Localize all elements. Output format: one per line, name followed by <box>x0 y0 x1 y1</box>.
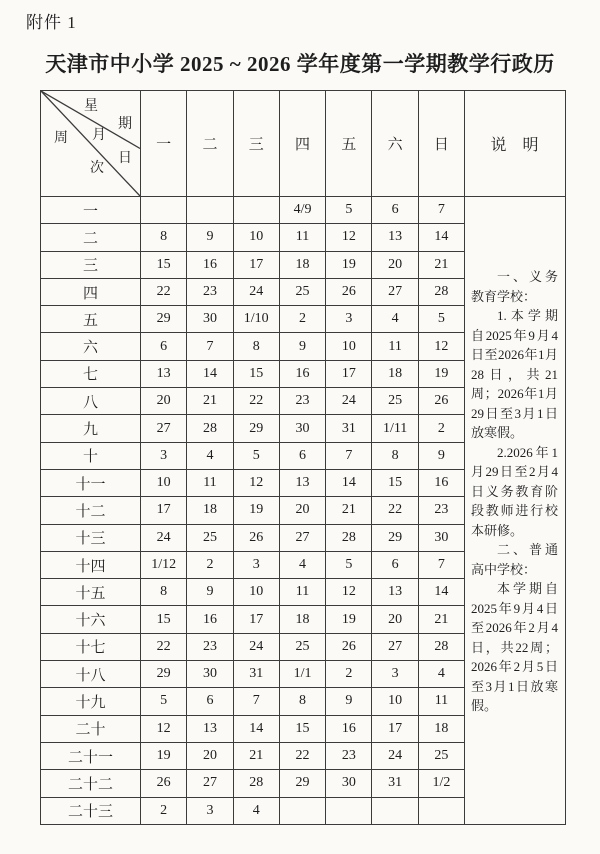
date-cell: 4 <box>418 661 464 688</box>
date-cell: 3 <box>326 306 372 333</box>
corner-weeknum-label-char: 周 <box>54 131 68 146</box>
table-row <box>41 306 465 333</box>
date-cell: 3 <box>233 551 279 578</box>
table-row <box>41 224 465 251</box>
date-cell: 21 <box>187 388 233 415</box>
week-number-cell: 八 <box>41 388 141 415</box>
date-cell: 21 <box>326 497 372 524</box>
date-cell: 11 <box>279 224 325 251</box>
date-cell: 30 <box>187 661 233 688</box>
date-cell: 13 <box>141 360 187 387</box>
date-cell: 7 <box>326 442 372 469</box>
date-cell: 19 <box>418 360 464 387</box>
date-cell: 17 <box>233 606 279 633</box>
date-cell: 27 <box>279 524 325 551</box>
week-number-cell: 十三 <box>41 524 141 551</box>
date-cell: 9 <box>279 333 325 360</box>
week-number-cell: 十五 <box>41 579 141 606</box>
notes-header: 说 明 <box>464 91 565 197</box>
week-number-cell: 二十二 <box>41 770 141 797</box>
notes-paragraph: 本学期自2025年9月4日至2026年2月4日，共22周；2026年2月5日至3月1日放寒假。 <box>471 581 558 713</box>
date-cell: 4 <box>187 442 233 469</box>
week-number-cell: 十 <box>41 442 141 469</box>
notes-column <box>464 90 566 825</box>
date-cell: 30 <box>326 770 372 797</box>
date-cell: 5 <box>418 306 464 333</box>
table-row <box>41 688 465 715</box>
date-cell: 7 <box>187 333 233 360</box>
date-cell: 31 <box>326 415 372 442</box>
date-cell: 6 <box>372 197 418 224</box>
table-row <box>41 333 465 360</box>
week-number-cell: 二十一 <box>41 742 141 769</box>
date-cell <box>418 797 464 824</box>
date-cell: 25 <box>187 524 233 551</box>
date-cell: 9 <box>326 688 372 715</box>
header-row <box>41 91 465 197</box>
week-number-cell: 十一 <box>41 469 141 496</box>
date-cell: 29 <box>279 770 325 797</box>
week-number-cell: 七 <box>41 360 141 387</box>
date-cell: 24 <box>233 278 279 305</box>
date-cell: 26 <box>326 278 372 305</box>
date-cell: 13 <box>372 579 418 606</box>
date-cell: 9 <box>418 442 464 469</box>
date-cell: 31 <box>233 661 279 688</box>
corner-date-label-char: 日 <box>118 151 132 166</box>
table-row <box>41 633 465 660</box>
week-number-cell: 四 <box>41 278 141 305</box>
date-cell: 22 <box>141 278 187 305</box>
date-cell: 6 <box>279 442 325 469</box>
date-cell: 2 <box>141 797 187 824</box>
date-cell: 28 <box>326 524 372 551</box>
date-cell: 19 <box>141 742 187 769</box>
day-of-week-header: 一 <box>141 91 187 197</box>
date-cell: 27 <box>372 278 418 305</box>
date-cell: 23 <box>279 388 325 415</box>
date-cell: 15 <box>141 606 187 633</box>
date-cell: 20 <box>372 606 418 633</box>
date-cell: 24 <box>372 742 418 769</box>
corner-weeknum-label-char: 次 <box>90 161 104 176</box>
date-cell: 15 <box>372 469 418 496</box>
date-cell: 5 <box>233 442 279 469</box>
date-cell: 15 <box>141 251 187 278</box>
date-cell <box>372 797 418 824</box>
table-row <box>41 606 465 633</box>
week-number-cell: 五 <box>41 306 141 333</box>
date-cell: 16 <box>326 715 372 742</box>
date-cell: 21 <box>418 251 464 278</box>
date-cell: 3 <box>141 442 187 469</box>
week-number-cell: 十六 <box>41 606 141 633</box>
table-row <box>41 524 465 551</box>
day-of-week-header: 二 <box>187 91 233 197</box>
date-cell: 26 <box>326 633 372 660</box>
date-cell: 10 <box>326 333 372 360</box>
date-cell: 31 <box>372 770 418 797</box>
calendar-body <box>41 197 465 825</box>
day-of-week-header: 三 <box>233 91 279 197</box>
date-cell: 1/10 <box>233 306 279 333</box>
table-row <box>41 278 465 305</box>
date-cell: 21 <box>418 606 464 633</box>
table-row <box>41 797 465 824</box>
date-cell: 27 <box>141 415 187 442</box>
date-cell: 30 <box>279 415 325 442</box>
date-cell <box>141 197 187 224</box>
date-cell: 24 <box>326 388 372 415</box>
notes-paragraph: 二、普通高中学校： <box>471 542 558 577</box>
date-cell: 14 <box>418 579 464 606</box>
notes-body <box>464 197 565 716</box>
date-cell: 25 <box>279 633 325 660</box>
corner-date-label-char: 月 <box>92 128 106 143</box>
date-cell: 20 <box>372 251 418 278</box>
date-cell: 14 <box>187 360 233 387</box>
date-cell: 4 <box>372 306 418 333</box>
notes-paragraph: 1.本学期自2025年9月4日至2026年1月28日，共21周；2026年1月29日至3月1日放寒假。 <box>471 308 558 440</box>
date-cell: 25 <box>418 742 464 769</box>
date-cell: 23 <box>187 278 233 305</box>
week-number-cell: 十四 <box>41 551 141 578</box>
notes-paragraph: 一、义务教育学校： <box>471 269 558 304</box>
notes-paragraph: 2.2026年1月29日至2月4日义务教育阶段教师进行校本研修。 <box>471 444 558 538</box>
page-title: 天津市中小学 2025 ~ 2026 学年度第一学期教学行政历 <box>45 52 555 76</box>
date-cell: 22 <box>279 742 325 769</box>
date-cell: 10 <box>233 224 279 251</box>
date-cell: 3 <box>372 661 418 688</box>
date-cell: 19 <box>326 251 372 278</box>
date-cell: 24 <box>141 524 187 551</box>
date-cell: 19 <box>233 497 279 524</box>
corner-cell <box>41 91 141 197</box>
date-cell: 20 <box>141 388 187 415</box>
date-cell: 15 <box>279 715 325 742</box>
date-cell: 7 <box>233 688 279 715</box>
date-cell: 27 <box>187 770 233 797</box>
date-cell: 12 <box>326 224 372 251</box>
date-cell: 30 <box>418 524 464 551</box>
calendar-table-wrap <box>40 90 566 825</box>
date-cell: 9 <box>187 579 233 606</box>
date-cell: 14 <box>233 715 279 742</box>
date-cell: 11 <box>279 579 325 606</box>
date-cell: 12 <box>418 333 464 360</box>
date-cell: 16 <box>187 251 233 278</box>
date-cell: 24 <box>233 633 279 660</box>
week-number-cell: 一 <box>41 197 141 224</box>
date-cell: 28 <box>233 770 279 797</box>
corner-weekday-label-char: 期 <box>118 117 132 132</box>
week-number-cell: 十七 <box>41 633 141 660</box>
table-row <box>41 579 465 606</box>
day-of-week-header: 四 <box>279 91 325 197</box>
date-cell: 29 <box>372 524 418 551</box>
date-cell: 26 <box>141 770 187 797</box>
week-number-cell: 十八 <box>41 661 141 688</box>
date-cell: 5 <box>141 688 187 715</box>
date-cell: 18 <box>187 497 233 524</box>
table-row <box>41 551 465 578</box>
table-row <box>41 469 465 496</box>
week-number-cell: 三 <box>41 251 141 278</box>
date-cell: 2 <box>418 415 464 442</box>
date-cell: 10 <box>141 469 187 496</box>
table-row <box>41 197 465 224</box>
date-cell: 14 <box>326 469 372 496</box>
date-cell: 2 <box>279 306 325 333</box>
date-cell: 18 <box>279 251 325 278</box>
date-cell: 16 <box>418 469 464 496</box>
week-number-cell: 二 <box>41 224 141 251</box>
date-cell: 23 <box>187 633 233 660</box>
date-cell: 1/11 <box>372 415 418 442</box>
date-cell: 26 <box>418 388 464 415</box>
table-row <box>41 388 465 415</box>
date-cell: 8 <box>279 688 325 715</box>
date-cell: 22 <box>141 633 187 660</box>
date-cell: 5 <box>326 197 372 224</box>
date-cell: 20 <box>279 497 325 524</box>
date-cell: 2 <box>187 551 233 578</box>
date-cell: 10 <box>372 688 418 715</box>
date-cell: 17 <box>372 715 418 742</box>
date-cell: 17 <box>141 497 187 524</box>
week-number-cell: 九 <box>41 415 141 442</box>
date-cell: 25 <box>372 388 418 415</box>
table-row <box>41 715 465 742</box>
date-cell: 17 <box>233 251 279 278</box>
date-cell: 21 <box>233 742 279 769</box>
date-cell: 8 <box>141 579 187 606</box>
date-cell: 5 <box>326 551 372 578</box>
date-cell: 1/1 <box>279 661 325 688</box>
date-cell: 12 <box>141 715 187 742</box>
date-cell: 28 <box>418 633 464 660</box>
date-cell: 22 <box>233 388 279 415</box>
date-cell: 4 <box>279 551 325 578</box>
week-number-cell: 十二 <box>41 497 141 524</box>
date-cell: 6 <box>141 333 187 360</box>
date-cell: 26 <box>233 524 279 551</box>
date-cell: 13 <box>279 469 325 496</box>
date-cell: 12 <box>326 579 372 606</box>
table-row <box>41 415 465 442</box>
date-cell: 20 <box>187 742 233 769</box>
date-cell: 25 <box>279 278 325 305</box>
calendar-table <box>40 90 465 825</box>
table-row <box>41 742 465 769</box>
day-of-week-header: 六 <box>372 91 418 197</box>
date-cell: 1/2 <box>418 770 464 797</box>
table-row <box>41 770 465 797</box>
date-cell: 4 <box>233 797 279 824</box>
date-cell: 14 <box>418 224 464 251</box>
date-cell: 8 <box>141 224 187 251</box>
date-cell: 18 <box>418 715 464 742</box>
date-cell: 16 <box>279 360 325 387</box>
table-row <box>41 442 465 469</box>
date-cell: 29 <box>141 661 187 688</box>
date-cell: 8 <box>372 442 418 469</box>
date-cell <box>187 197 233 224</box>
date-cell: 6 <box>372 551 418 578</box>
date-cell: 15 <box>233 360 279 387</box>
day-of-week-header: 日 <box>418 91 464 197</box>
date-cell: 11 <box>187 469 233 496</box>
date-cell: 22 <box>372 497 418 524</box>
date-cell: 28 <box>418 278 464 305</box>
date-cell: 23 <box>418 497 464 524</box>
table-row <box>41 360 465 387</box>
table-row <box>41 661 465 688</box>
date-cell: 10 <box>233 579 279 606</box>
date-cell <box>233 197 279 224</box>
date-cell: 11 <box>372 333 418 360</box>
date-cell: 3 <box>187 797 233 824</box>
date-cell: 7 <box>418 197 464 224</box>
day-of-week-header: 五 <box>326 91 372 197</box>
date-cell: 8 <box>233 333 279 360</box>
date-cell <box>326 797 372 824</box>
date-cell: 29 <box>141 306 187 333</box>
date-cell: 27 <box>372 633 418 660</box>
date-cell: 18 <box>279 606 325 633</box>
date-cell: 29 <box>233 415 279 442</box>
date-cell: 30 <box>187 306 233 333</box>
date-cell: 23 <box>326 742 372 769</box>
corner-weekday-label-char: 星 <box>84 99 98 114</box>
date-cell: 4/9 <box>279 197 325 224</box>
date-cell: 18 <box>372 360 418 387</box>
date-cell: 13 <box>187 715 233 742</box>
week-number-cell: 六 <box>41 333 141 360</box>
date-cell: 12 <box>233 469 279 496</box>
week-number-cell: 二十 <box>41 715 141 742</box>
date-cell: 19 <box>326 606 372 633</box>
date-cell: 13 <box>372 224 418 251</box>
date-cell: 28 <box>187 415 233 442</box>
table-row <box>41 251 465 278</box>
date-cell: 6 <box>187 688 233 715</box>
date-cell <box>279 797 325 824</box>
date-cell: 1/12 <box>141 551 187 578</box>
date-cell: 16 <box>187 606 233 633</box>
table-row <box>41 497 465 524</box>
date-cell: 2 <box>326 661 372 688</box>
date-cell: 9 <box>187 224 233 251</box>
week-number-cell: 二十三 <box>41 797 141 824</box>
week-number-cell: 十九 <box>41 688 141 715</box>
date-cell: 11 <box>418 688 464 715</box>
attachment-label: 附件 1 <box>26 13 77 32</box>
date-cell: 7 <box>418 551 464 578</box>
date-cell: 17 <box>326 360 372 387</box>
